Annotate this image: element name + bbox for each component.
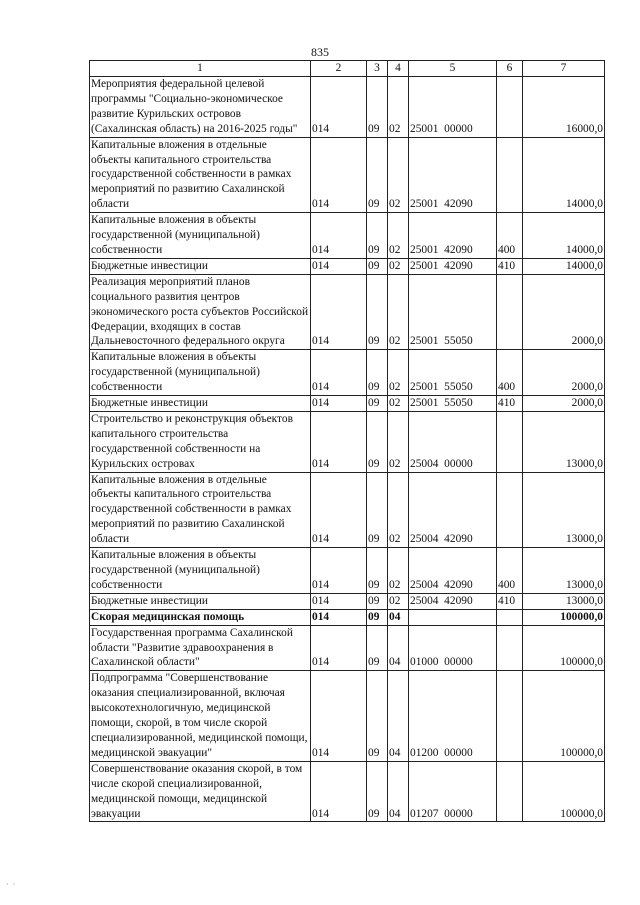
target-article-code-cell: 01207 00000 bbox=[409, 761, 497, 822]
header-cell: 4 bbox=[388, 61, 409, 77]
grbs-code-cell: 014 bbox=[311, 137, 367, 213]
table-row bbox=[90, 77, 605, 138]
expense-type-code-cell bbox=[497, 274, 523, 350]
section-code-cell: 09 bbox=[367, 411, 388, 472]
subsection-code-cell: 02 bbox=[388, 593, 409, 609]
header-cell: 2 bbox=[311, 61, 367, 77]
amount-cell: 100000,0 bbox=[523, 761, 605, 822]
item-name-cell: Скорая медицинская помощь bbox=[90, 609, 311, 625]
amount-cell: 13000,0 bbox=[523, 472, 605, 548]
section-code-cell: 09 bbox=[367, 625, 388, 671]
target-article-code-cell: 25001 42090 bbox=[409, 258, 497, 274]
table-row bbox=[90, 396, 605, 412]
target-article-code-cell: 25004 00000 bbox=[409, 411, 497, 472]
amount-cell: 14000,0 bbox=[523, 213, 605, 259]
item-name-cell: Капитальные вложения в отдельные объекты капитального строительства государственной собственности в рамках мероприятий по развитию Сахалинской области bbox=[90, 137, 311, 213]
amount-cell: 16000,0 bbox=[523, 77, 605, 138]
section-code-cell: 09 bbox=[367, 396, 388, 412]
grbs-code-cell: 014 bbox=[311, 258, 367, 274]
grbs-code-cell: 014 bbox=[311, 671, 367, 761]
table-row bbox=[90, 137, 605, 213]
amount-cell: 14000,0 bbox=[523, 137, 605, 213]
target-article-code-cell: 01200 00000 bbox=[409, 671, 497, 761]
grbs-code-cell: 014 bbox=[311, 350, 367, 396]
amount-cell: 14000,0 bbox=[523, 258, 605, 274]
item-name-cell: Подпрограмма "Совершенствование оказания специализированной, включая высокотехнологичную, медицинской помощи, скорой, в том числе скорой специализированной, медицинской помощи, медицинской эвакуации" bbox=[90, 671, 311, 761]
scan-margin-marks: · · bbox=[6, 880, 16, 889]
table-row bbox=[90, 625, 605, 671]
item-name-cell: Капитальные вложения в объекты государственной (муниципальной) собственности bbox=[90, 548, 311, 594]
target-article-code-cell: 01000 00000 bbox=[409, 625, 497, 671]
expense-type-code-cell: 410 bbox=[497, 593, 523, 609]
target-article-code-cell: 25001 55050 bbox=[409, 350, 497, 396]
header-cell: 1 bbox=[90, 61, 311, 77]
header-cell: 6 bbox=[497, 61, 523, 77]
expense-type-code-cell: 400 bbox=[497, 350, 523, 396]
table-row bbox=[90, 593, 605, 609]
item-name-cell: Бюджетные инвестиции bbox=[90, 396, 311, 412]
section-code-cell: 09 bbox=[367, 761, 388, 822]
section-code-cell: 09 bbox=[367, 548, 388, 594]
section-code-cell: 09 bbox=[367, 77, 388, 138]
amount-cell: 100000,0 bbox=[523, 671, 605, 761]
item-name-cell: Совершенствование оказания скорой, в том числе скорой специализированной, медицинской помощи, медицинской эвакуации bbox=[90, 761, 311, 822]
expense-type-code-cell: 410 bbox=[497, 396, 523, 412]
item-name-cell: Реализация мероприятий планов социального развития центров экономического роста субъектов Российской Федерации, входящих в состав Дальневосточного федерального округа bbox=[90, 274, 311, 350]
section-code-cell: 09 bbox=[367, 472, 388, 548]
section-code-cell: 09 bbox=[367, 671, 388, 761]
item-name-cell: Бюджетные инвестиции bbox=[90, 258, 311, 274]
grbs-code-cell: 014 bbox=[311, 609, 367, 625]
table-row bbox=[90, 609, 605, 625]
subsection-code-cell: 04 bbox=[388, 609, 409, 625]
item-name-cell: Капитальные вложения в отдельные объекты капитального строительства государственной собственности в рамках мероприятий по развитию Сахалинской области bbox=[90, 472, 311, 548]
subsection-code-cell: 04 bbox=[388, 625, 409, 671]
section-code-cell: 09 bbox=[367, 137, 388, 213]
item-name-cell: Капитальные вложения в объекты государственной (муниципальной) собственности bbox=[90, 213, 311, 259]
grbs-code-cell: 014 bbox=[311, 396, 367, 412]
subsection-code-cell: 02 bbox=[388, 411, 409, 472]
target-article-code-cell: 25001 42090 bbox=[409, 137, 497, 213]
grbs-code-cell: 014 bbox=[311, 761, 367, 822]
grbs-code-cell: 014 bbox=[311, 213, 367, 259]
expense-type-code-cell bbox=[497, 77, 523, 138]
expense-type-code-cell bbox=[497, 472, 523, 548]
expense-type-code-cell: 400 bbox=[497, 213, 523, 259]
expense-type-code-cell bbox=[497, 625, 523, 671]
grbs-code-cell: 014 bbox=[311, 593, 367, 609]
expense-type-code-cell bbox=[497, 137, 523, 213]
amount-cell: 13000,0 bbox=[523, 411, 605, 472]
grbs-code-cell: 014 bbox=[311, 625, 367, 671]
amount-cell: 100000,0 bbox=[523, 609, 605, 625]
target-article-code-cell bbox=[409, 609, 497, 625]
expense-type-code-cell bbox=[497, 609, 523, 625]
section-code-cell: 09 bbox=[367, 213, 388, 259]
amount-cell: 13000,0 bbox=[523, 548, 605, 594]
expense-type-code-cell bbox=[497, 671, 523, 761]
subsection-code-cell: 02 bbox=[388, 77, 409, 138]
target-article-code-cell: 25001 55050 bbox=[409, 274, 497, 350]
page-number: 835 bbox=[311, 45, 329, 59]
header-cell: 7 bbox=[523, 61, 605, 77]
grbs-code-cell: 014 bbox=[311, 274, 367, 350]
table-row bbox=[90, 472, 605, 548]
amount-cell: 13000,0 bbox=[523, 593, 605, 609]
subsection-code-cell: 02 bbox=[388, 274, 409, 350]
section-code-cell: 09 bbox=[367, 274, 388, 350]
item-name-cell: Бюджетные инвестиции bbox=[90, 593, 311, 609]
target-article-code-cell: 25004 42090 bbox=[409, 472, 497, 548]
expense-type-code-cell bbox=[497, 411, 523, 472]
header-cell: 5 bbox=[409, 61, 497, 77]
expense-type-code-cell: 410 bbox=[497, 258, 523, 274]
table-row bbox=[90, 411, 605, 472]
section-code-cell: 09 bbox=[367, 593, 388, 609]
item-name-cell: Капитальные вложения в объекты государственной (муниципальной) собственности bbox=[90, 350, 311, 396]
grbs-code-cell: 014 bbox=[311, 77, 367, 138]
amount-cell: 2000,0 bbox=[523, 396, 605, 412]
table-row bbox=[90, 213, 605, 259]
subsection-code-cell: 04 bbox=[388, 671, 409, 761]
table-row bbox=[90, 671, 605, 761]
grbs-code-cell: 014 bbox=[311, 548, 367, 594]
item-name-cell: Государственная программа Сахалинской области "Развитие здравоохранения в Сахалинской области" bbox=[90, 625, 311, 671]
target-article-code-cell: 25001 00000 bbox=[409, 77, 497, 138]
amount-cell: 2000,0 bbox=[523, 274, 605, 350]
expense-type-code-cell: 400 bbox=[497, 548, 523, 594]
item-name-cell: Мероприятия федеральной целевой программы "Социально-экономическое развитие Курильских островов (Сахалинская область) на 2016-2025 годы" bbox=[90, 77, 311, 138]
table-row bbox=[90, 274, 605, 350]
subsection-code-cell: 02 bbox=[388, 548, 409, 594]
section-code-cell: 09 bbox=[367, 258, 388, 274]
grbs-code-cell: 014 bbox=[311, 411, 367, 472]
subsection-code-cell: 04 bbox=[388, 761, 409, 822]
target-article-code-cell: 25004 42090 bbox=[409, 593, 497, 609]
subsection-code-cell: 02 bbox=[388, 137, 409, 213]
table-row bbox=[90, 258, 605, 274]
section-code-cell: 09 bbox=[367, 350, 388, 396]
section-code-cell: 09 bbox=[367, 609, 388, 625]
subsection-code-cell: 02 bbox=[388, 213, 409, 259]
target-article-code-cell: 25004 42090 bbox=[409, 548, 497, 594]
table-row bbox=[90, 548, 605, 594]
subsection-code-cell: 02 bbox=[388, 350, 409, 396]
subsection-code-cell: 02 bbox=[388, 258, 409, 274]
grbs-code-cell: 014 bbox=[311, 472, 367, 548]
target-article-code-cell: 25001 55050 bbox=[409, 396, 497, 412]
item-name-cell: Строительство и реконструкция объектов капитального строительства государственной собственности на Курильских островах bbox=[90, 411, 311, 472]
header-cell: 3 bbox=[367, 61, 388, 77]
subsection-code-cell: 02 bbox=[388, 472, 409, 548]
target-article-code-cell: 25001 42090 bbox=[409, 213, 497, 259]
subsection-code-cell: 02 bbox=[388, 396, 409, 412]
table-row bbox=[90, 761, 605, 822]
budget-table bbox=[89, 60, 605, 822]
amount-cell: 100000,0 bbox=[523, 625, 605, 671]
table-row bbox=[90, 350, 605, 396]
expense-type-code-cell bbox=[497, 761, 523, 822]
amount-cell: 2000,0 bbox=[523, 350, 605, 396]
table-header-row bbox=[90, 61, 605, 77]
